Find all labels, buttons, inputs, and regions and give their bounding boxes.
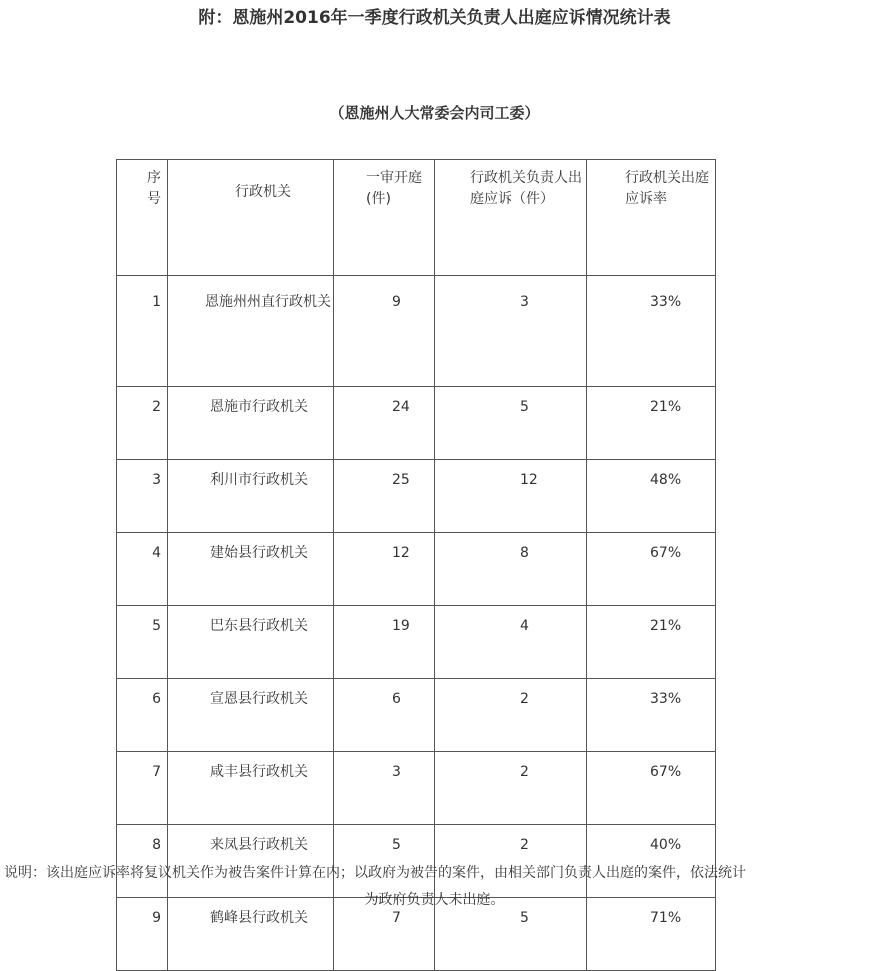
table-row — [117, 460, 716, 533]
cell-no: 3 — [117, 460, 168, 533]
cell-org: 利川市行政机关 — [168, 460, 334, 533]
cell-cases: 19 — [334, 606, 435, 679]
cell-org: 恩施市行政机关 — [168, 387, 334, 460]
cell-org: 恩施州州直行政机关 — [168, 276, 334, 387]
cell-cases: 12 — [334, 533, 435, 606]
cell-respondent: 8 — [435, 533, 587, 606]
header-cases: 一审开庭(件) — [334, 160, 435, 276]
cell-rate: 67% — [587, 752, 716, 825]
cell-org: 建始县行政机关 — [168, 533, 334, 606]
cell-respondent: 2 — [435, 825, 587, 898]
cell-rate: 71% — [587, 898, 716, 971]
cell-cases: 6 — [334, 679, 435, 752]
footnote-line-1: 说明：该出庭应诉率将复议机关作为被告案件计算在内；以政府为被告的案件，由相关部门负责人出庭的案件，依法统计 — [4, 865, 746, 881]
cell-cases: 7 — [334, 898, 435, 971]
table-row — [117, 533, 716, 606]
cell-cases: 9 — [334, 276, 435, 387]
cell-no: 8 — [117, 825, 168, 898]
page-title: 附：恩施州2016年一季度行政机关负责人出庭应诉情况统计表 — [198, 8, 671, 28]
cell-respondent: 2 — [435, 752, 587, 825]
cell-cases: 25 — [334, 460, 435, 533]
cell-org: 宣恩县行政机关 — [168, 679, 334, 752]
cell-no: 1 — [117, 276, 168, 387]
cell-rate: 21% — [587, 387, 716, 460]
table-row — [117, 387, 716, 460]
cell-respondent: 5 — [435, 898, 587, 971]
cell-no: 7 — [117, 752, 168, 825]
table-header-row — [117, 160, 716, 276]
header-org: 行政机关 — [168, 160, 334, 276]
statistics-table — [116, 159, 716, 971]
cell-cases: 5 — [334, 825, 435, 898]
cell-respondent: 2 — [435, 679, 587, 752]
cell-cases: 3 — [334, 752, 435, 825]
cell-no: 9 — [117, 898, 168, 971]
cell-respondent: 4 — [435, 606, 587, 679]
table-row — [117, 679, 716, 752]
cell-rate: 33% — [587, 276, 716, 387]
footnote — [0, 860, 869, 914]
cell-org: 巴东县行政机关 — [168, 606, 334, 679]
cell-respondent: 3 — [435, 276, 587, 387]
header-rate: 行政机关出庭应诉率 — [587, 160, 716, 276]
cell-no: 5 — [117, 606, 168, 679]
cell-rate: 33% — [587, 679, 716, 752]
table-row — [117, 606, 716, 679]
table-row — [117, 752, 716, 825]
header-respondent: 行政机关负责人出庭应诉（件） — [435, 160, 587, 276]
table-row — [117, 276, 716, 387]
cell-rate: 40% — [587, 825, 716, 898]
page-subtitle: （恩施州人大常委会内司工委） — [329, 104, 540, 122]
cell-no: 6 — [117, 679, 168, 752]
cell-rate: 67% — [587, 533, 716, 606]
cell-cases: 24 — [334, 387, 435, 460]
cell-no: 4 — [117, 533, 168, 606]
cell-rate: 48% — [587, 460, 716, 533]
cell-respondent: 12 — [435, 460, 587, 533]
cell-org: 咸丰县行政机关 — [168, 752, 334, 825]
header-no: 序号 — [117, 160, 168, 276]
cell-respondent: 5 — [435, 387, 587, 460]
cell-org: 鹤峰县行政机关 — [168, 898, 334, 971]
footnote-line-2: 为政府负责人未出庭。 — [364, 892, 505, 908]
cell-no: 2 — [117, 387, 168, 460]
cell-org: 来凤县行政机关 — [168, 825, 334, 898]
cell-rate: 21% — [587, 606, 716, 679]
